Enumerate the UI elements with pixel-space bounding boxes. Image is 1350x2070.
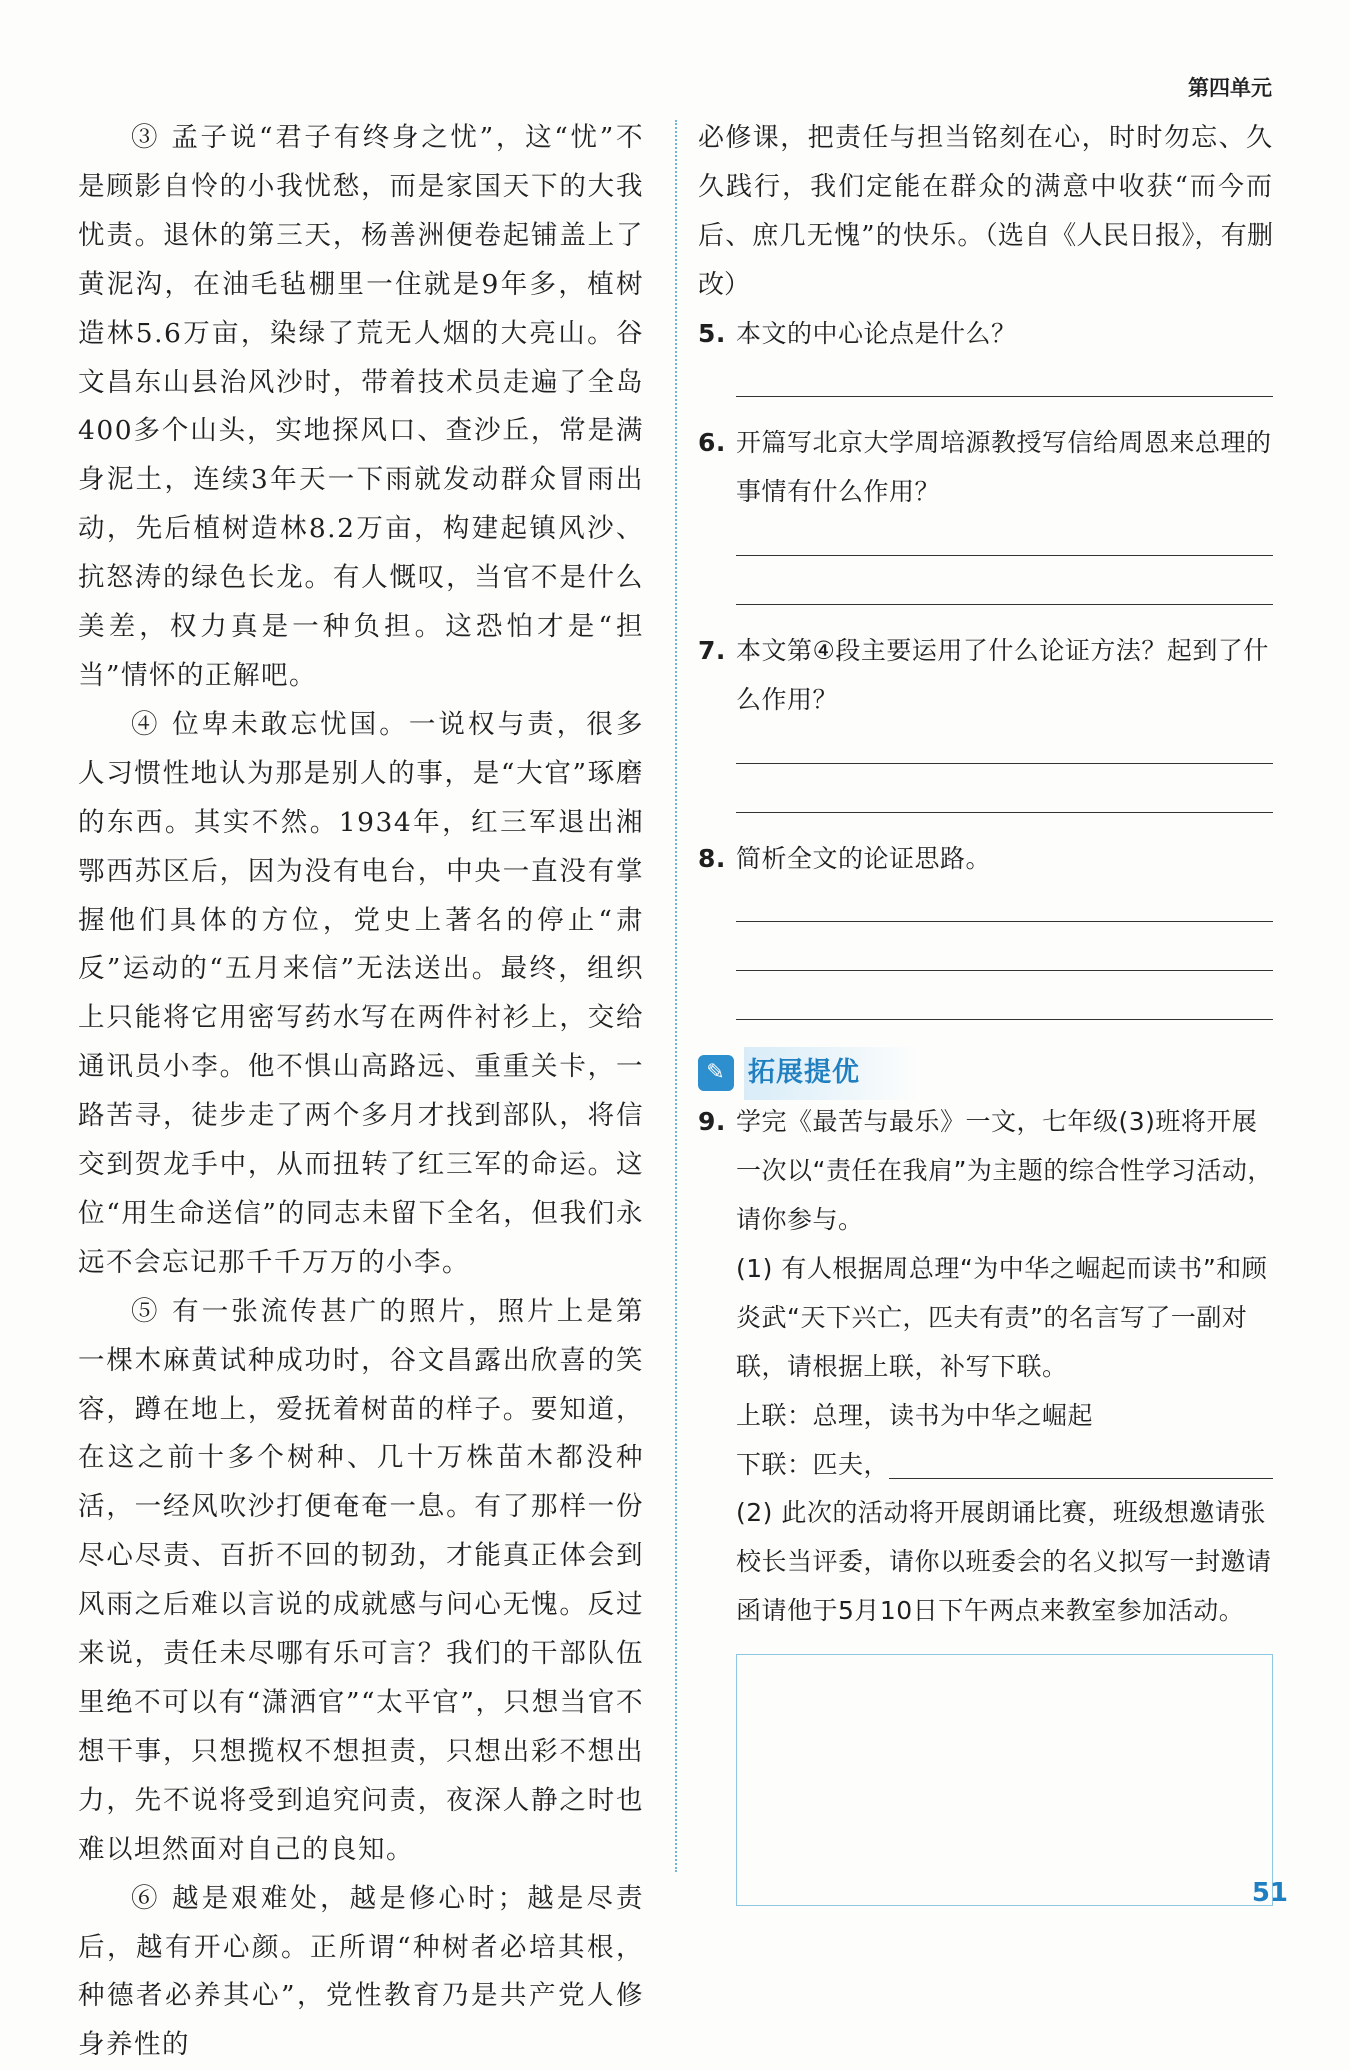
question-number: 8. bbox=[698, 843, 726, 873]
answer-line[interactable] bbox=[736, 359, 1273, 408]
question-text: 本文第④段主要运用了什么论证方法？起到了什么作用？ bbox=[736, 636, 1269, 714]
answer-line[interactable] bbox=[736, 725, 1273, 774]
questions-column bbox=[698, 114, 1273, 1906]
answer-line[interactable] bbox=[736, 932, 1273, 981]
answer-line[interactable] bbox=[736, 566, 1273, 615]
paragraph-6: ⑥ 越是艰难处，越是修心时；越是尽责后，越有开心颜。正所谓“种树者必培其根，种德者必养其心”，党性教育乃是共产党人修身养性的 bbox=[78, 1882, 644, 2061]
question-number: 6. bbox=[698, 428, 726, 458]
question-text: 学完《最苦与最乐》一文，七年级(3)班将开展一次以“责任在我肩”为主题的综合性学习活动，请你参与。 bbox=[736, 1107, 1273, 1234]
column-divider bbox=[675, 120, 677, 1872]
pencil-icon: ✎ bbox=[698, 1055, 734, 1091]
paragraph-4: ④ 位卑未敢忘忧国。一说权与责，很多人习惯性地认为那是别人的事，是“大官”琢磨的东西。其实不然。1934年，红三军退出湘鄂西苏区后，因为没有电台，中央一直没有掌握他们具体的方位，党史上著名的停止“肃反”运动的“五月来信”无法送出。最终，组织上只能将它用密写药水写在两件衬衫上，交给通讯员小李。他不惧山高路远、重重关卡，一路苦寻，徒步走了两个多月才找到部队，将信交到贺龙手中，从而扭转了红三军的命运。这位“用生命送信”的同志未留下全名，但我们永远不会忘记那千千万万的小李。 bbox=[78, 708, 644, 1278]
answer-line[interactable] bbox=[736, 774, 1273, 823]
answer-line[interactable] bbox=[736, 517, 1273, 566]
question-8 bbox=[698, 835, 1273, 884]
question-7 bbox=[698, 627, 1273, 725]
question-6 bbox=[698, 419, 1273, 517]
couplet-upper: 上联：总理，读书为中华之崛起 bbox=[736, 1400, 1094, 1430]
unit-title: 第四单元 bbox=[1188, 76, 1272, 100]
invitation-answer-box[interactable] bbox=[736, 1654, 1273, 1906]
couplet-answer-line[interactable] bbox=[889, 1442, 1273, 1479]
answer-line[interactable] bbox=[736, 884, 1273, 933]
question-5 bbox=[698, 310, 1273, 359]
couplet-lower-row bbox=[736, 1441, 1273, 1490]
answer-line[interactable] bbox=[736, 981, 1273, 1030]
section-title: 拓展提优 bbox=[744, 1047, 920, 1100]
question-9-part-2: (2) 此次的活动将开展朗诵比赛，班级想邀请张校长当评委，请你以班委会的名义拟写一封邀请函请他于5月10日下午两点来教室参加活动。 bbox=[736, 1498, 1272, 1626]
section-header bbox=[698, 1048, 1273, 1098]
paragraph-5: ⑤ 有一张流传甚广的照片，照片上是第一棵木麻黄试种成功时，谷文昌露出欣喜的笑容，蹲在地上，爱抚着树苗的样子。要知道，在这之前十多个树种、几十万株苗木都没种活，一经风吹沙打便奄奄一息。有了那样一份尽心尽责、百折不回的韧劲，才能真正体会到风雨之后难以言说的成就感与问心无愧。反过来说，责任未尽哪有乐可言？我们的干部队伍里绝不可以有“潇洒官”“太平官”，只想当官不想干事，只想揽权不想担责，只想出彩不想出力，先不说将受到追究问责，夜深人静之时也难以坦然面对自己的良知。 bbox=[78, 1295, 644, 1865]
question-9 bbox=[698, 1098, 1273, 1636]
question-number: 7. bbox=[698, 636, 726, 666]
couplet-lower: 下联：匹夫， bbox=[736, 1449, 890, 1479]
question-text: 简析全文的论证思路。 bbox=[736, 843, 992, 873]
question-text: 本文的中心论点是什么？ bbox=[736, 318, 1017, 348]
reading-passage bbox=[78, 114, 644, 2070]
source-note: （选自《人民日报》，有删改） bbox=[698, 220, 1273, 300]
page-number: 51 bbox=[1251, 1878, 1288, 1908]
question-text: 开篇写北京大学周培源教授写信给周恩来总理的事情有什么作用？ bbox=[736, 428, 1272, 507]
question-number: 5. bbox=[698, 318, 726, 348]
paragraph-3: ③ 孟子说“君子有终身之忧”，这“忧”不是顾影自怜的小我忧愁，而是家国天下的大我忧责。退休的第三天，杨善洲便卷起铺盖上了黄泥沟，在油毛毡棚里一住就是9年多，植树造林5.6万亩，染绿了荒无人烟的大亮山。谷文昌东山县治风沙时，带着技术员走遍了全岛400多个山头，实地探风口、查沙丘，常是满身泥土，连续3年天一下雨就发动群众冒雨出动，先后植树造林8.2万亩，构建起镇风沙、抗怒涛的绿色长龙。有人慨叹，当官不是什么美差，权力真是一种负担。这恐怕才是“担当”情怀的正解吧。 bbox=[78, 122, 644, 691]
question-number: 9. bbox=[698, 1107, 726, 1137]
passage-continuation: 必修课，把责任与担当铭刻在心，时时勿忘、久久践行，我们定能在群众的满意中收获“而今而后、庶几无愧”的快乐。（选自《人民日报》，有删改） bbox=[698, 123, 1273, 300]
question-9-part-1: (1) 有人根据周总理“为中华之崛起而读书”和顾炎武“天下兴亡，匹夫有责”的名言写了一副对联，请根据上联，补写下联。 bbox=[736, 1253, 1268, 1381]
